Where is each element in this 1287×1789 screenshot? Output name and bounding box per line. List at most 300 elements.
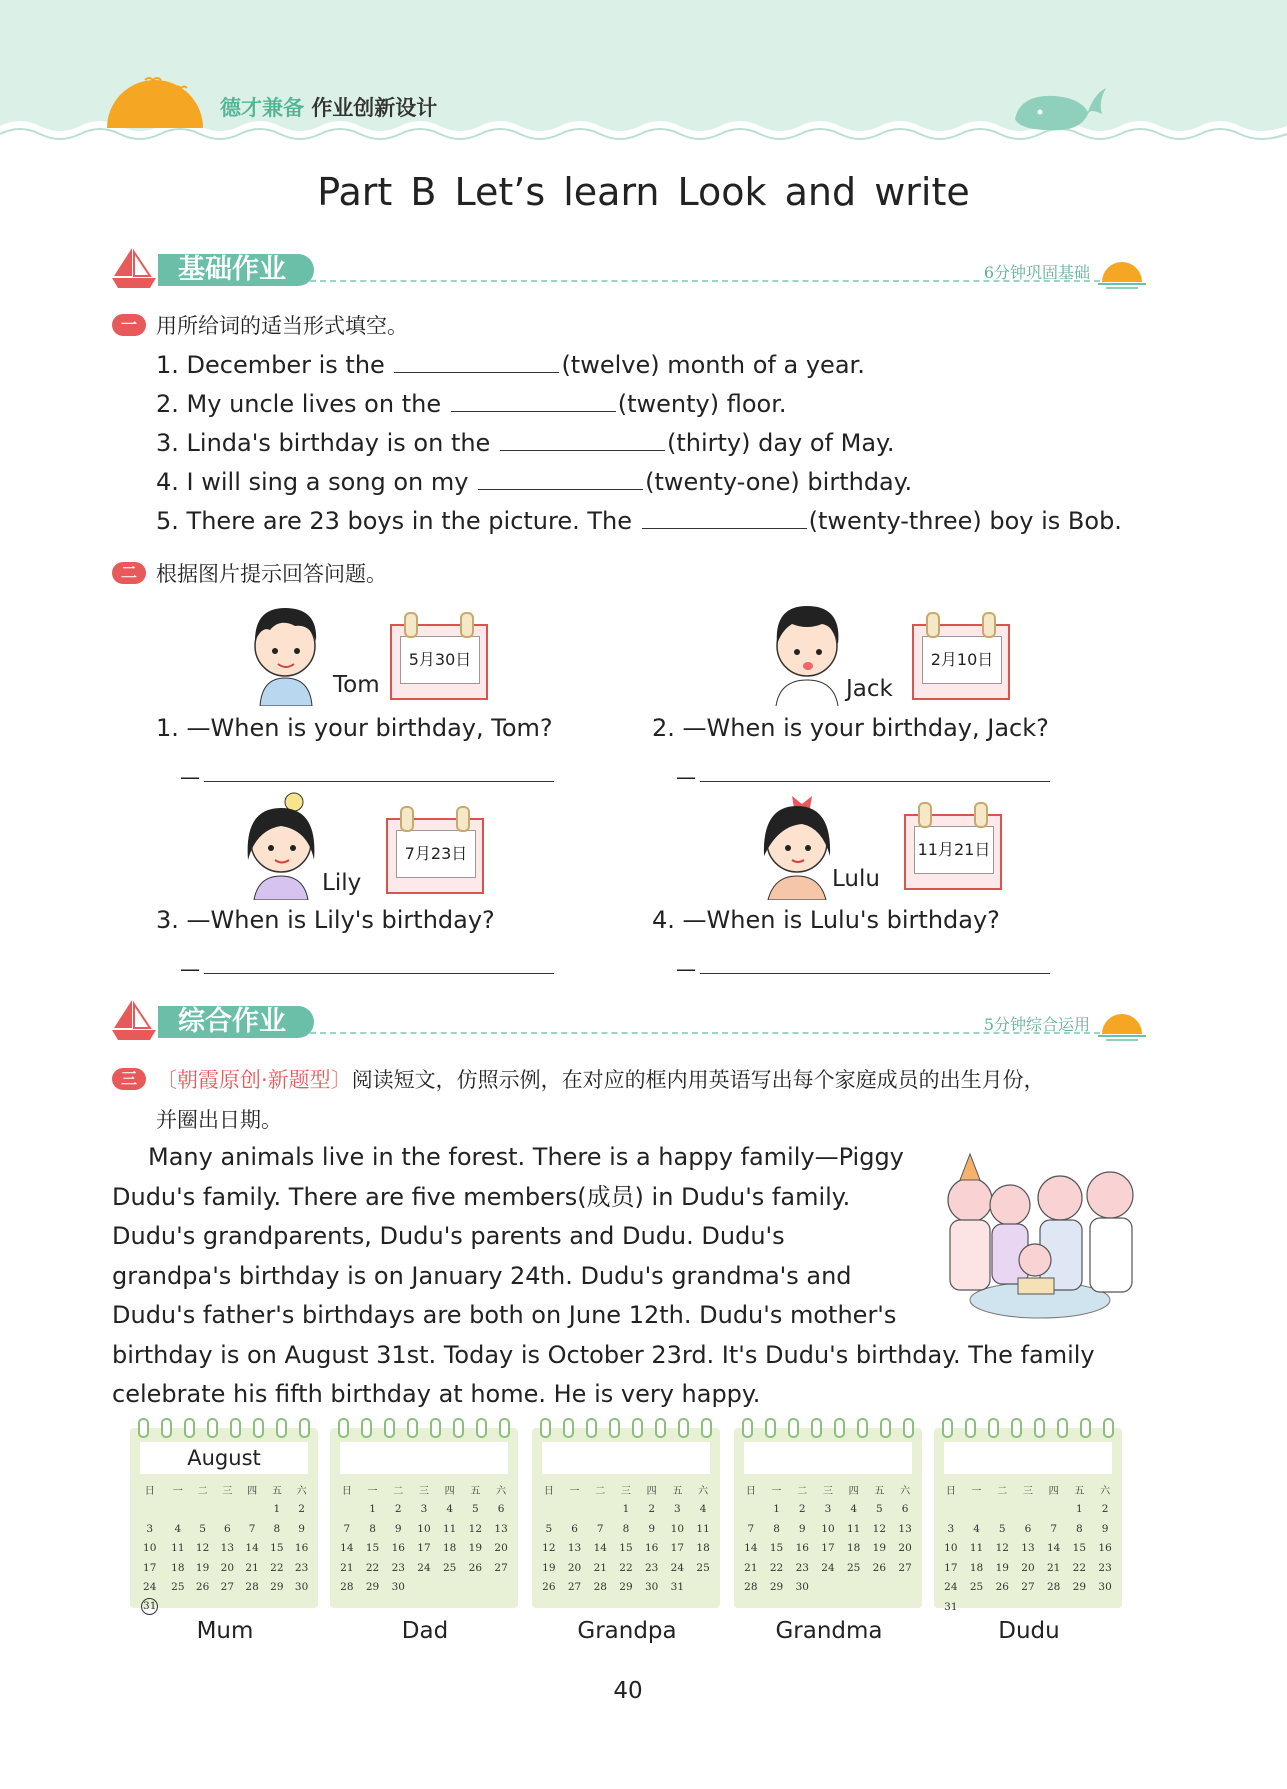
day-cell[interactable]: 24	[417, 1561, 431, 1574]
day-cell[interactable]: 3	[824, 1503, 832, 1516]
day-cell[interactable]: 3	[947, 1522, 955, 1535]
day-cell[interactable]: 2	[298, 1503, 305, 1516]
month-calendar[interactable]	[532, 1418, 722, 1610]
day-cell[interactable]: 6	[223, 1522, 231, 1535]
day-cell[interactable]: 26	[195, 1581, 210, 1594]
item-text: (twelve) month of a year.	[561, 351, 865, 379]
calendar-grid	[134, 1480, 314, 1617]
day-cell[interactable]: 7	[1050, 1522, 1057, 1535]
section-bar-comprehensive	[110, 998, 1150, 1042]
whale-icon	[1010, 74, 1110, 134]
answer-blank[interactable]	[500, 428, 665, 451]
day-cell[interactable]: 30	[644, 1581, 659, 1594]
answer-blank[interactable]	[394, 350, 559, 373]
day-cell[interactable]: 7	[343, 1522, 351, 1535]
day-cell[interactable]: 17	[417, 1542, 431, 1555]
day-cell[interactable]: 19	[542, 1561, 556, 1574]
ring	[361, 1418, 372, 1438]
day-cell[interactable]: 16	[795, 1542, 809, 1555]
day-cell[interactable]: 23	[294, 1561, 309, 1574]
day-cell[interactable]: 27	[220, 1581, 235, 1594]
page-number-text: 40	[613, 1678, 643, 1704]
day-cell[interactable]: 21	[245, 1561, 259, 1574]
fill-item-2	[156, 389, 787, 419]
day-cell[interactable]: 22	[365, 1561, 380, 1574]
answer-dash: —	[180, 765, 200, 789]
brand-green-text: 德才兼备	[220, 96, 304, 120]
day-cell[interactable]: 29	[1072, 1581, 1087, 1594]
page-title: Part B Let’s learn Look and write	[317, 170, 970, 214]
day-cell[interactable]: 14	[340, 1542, 354, 1555]
day-cell[interactable]: 15	[769, 1542, 784, 1555]
family-member-label: Grandpa	[577, 1618, 677, 1644]
passage-text: Many animals live in the forest. There is a happy family—Piggy Dudu's family. There are five members(成员) in Dudu's family. Dudu's grandparents, Dudu's parents and Dudu. Dudu's grandpa's birthday is on January 24th. Dudu's grandma's and Dudu's father's birthdays are both on June 12th. Dudu's mother's birthday is on August 31st. Today is October 23rd. It's Dudu's birthday. The family celebrate his fifth birthday at home. He is very happy.	[112, 1143, 1095, 1408]
weekday-header: 六	[900, 1486, 911, 1498]
day-cell[interactable]: 23	[391, 1561, 405, 1574]
day-cell[interactable]: 12	[542, 1542, 556, 1555]
question-number: 三	[112, 1068, 146, 1090]
question-lily: 3. —When is Lily's birthday?	[156, 906, 495, 934]
answer-dash: —	[676, 957, 696, 981]
ring	[207, 1418, 218, 1438]
day-cell[interactable]: 11	[171, 1542, 185, 1555]
day-cell[interactable]: 9	[394, 1522, 402, 1535]
ring	[563, 1418, 574, 1438]
day-cell[interactable]: 8	[773, 1522, 780, 1535]
day-cell[interactable]: 2	[394, 1503, 402, 1516]
fill-item-1	[156, 350, 865, 380]
day-cell[interactable]: 16	[391, 1542, 405, 1555]
family-member-label: Dudu	[998, 1618, 1060, 1644]
weekday-header: 四	[848, 1486, 859, 1498]
ring	[965, 1418, 976, 1438]
day-cell[interactable]: 16	[1098, 1542, 1112, 1555]
day-cell[interactable]: 25	[846, 1561, 861, 1574]
item-text: (twenty-one) birthday.	[645, 468, 913, 496]
day-cell[interactable]: 26	[872, 1561, 887, 1574]
day-cell[interactable]: 15	[270, 1542, 284, 1555]
month-title-field[interactable]	[744, 1442, 912, 1474]
calendar-ring	[456, 806, 470, 832]
day-cell[interactable]: 10	[417, 1522, 431, 1535]
ring	[184, 1418, 195, 1438]
day-cell[interactable]: 4	[446, 1503, 453, 1516]
day-cell[interactable]: 21	[1046, 1561, 1061, 1574]
ring	[540, 1418, 551, 1438]
day-cell[interactable]: 10	[143, 1542, 157, 1555]
weekday-header: 五	[672, 1486, 683, 1498]
kid-name-jack: Jack	[846, 676, 893, 702]
family-member-label: Mum	[196, 1618, 254, 1644]
day-cell[interactable]: 7	[747, 1522, 755, 1535]
kid-name-lulu: Lulu	[832, 866, 880, 892]
answer-blank[interactable]	[642, 506, 807, 529]
day-cell[interactable]: 15	[365, 1542, 380, 1555]
day-cell[interactable]: 21	[340, 1561, 354, 1574]
item-text: 1. December is the	[156, 351, 385, 379]
calendar-grid	[536, 1480, 716, 1597]
day-cell[interactable]: 30	[795, 1581, 809, 1594]
day-cell[interactable]: 13	[898, 1522, 912, 1535]
day-cell[interactable]: 10	[944, 1542, 958, 1555]
ring	[407, 1418, 418, 1438]
day-cell[interactable]: 19	[872, 1542, 887, 1555]
weekday-header: 四	[247, 1486, 258, 1498]
month-calendar[interactable]	[934, 1418, 1124, 1613]
day-cell[interactable]: 18	[969, 1561, 984, 1574]
day-cell[interactable]: 3	[146, 1522, 154, 1535]
day-cell[interactable]: 10	[670, 1522, 685, 1535]
day-cell[interactable]: 17	[944, 1561, 958, 1574]
day-cell[interactable]: 27	[567, 1581, 582, 1594]
day-cell[interactable]: 11	[969, 1542, 984, 1555]
day-cell[interactable]: 25	[442, 1561, 457, 1574]
weekday-header: 二	[197, 1486, 208, 1498]
section-divider	[310, 280, 1100, 282]
ring	[834, 1418, 845, 1438]
empty-cell	[938, 1500, 964, 1520]
day-cell[interactable]: 15	[1072, 1542, 1087, 1555]
day-cell[interactable]: 18	[171, 1561, 185, 1574]
sailboat-icon	[110, 246, 158, 290]
instruction-line-2: 并圈出日期。	[156, 1108, 282, 1132]
day-cell[interactable]: 26	[542, 1581, 556, 1594]
day-cell[interactable]: 4	[699, 1503, 707, 1516]
day-cell[interactable]: 26	[995, 1581, 1009, 1594]
question-instruction: 根据图片提示回答问题。	[156, 562, 387, 586]
day-cell[interactable]: 2	[1101, 1503, 1109, 1516]
calendar-date: 11月21日	[914, 826, 994, 874]
ring	[988, 1418, 999, 1438]
answer-dash: —	[180, 957, 200, 981]
empty-cell	[989, 1500, 1015, 1520]
day-cell[interactable]: 27	[898, 1561, 912, 1574]
weekday-header: 六	[296, 1486, 307, 1498]
day-cell[interactable]: 8	[369, 1522, 376, 1535]
ring	[384, 1418, 395, 1438]
day-cell[interactable]: 19	[195, 1561, 210, 1574]
weekday-header: 三	[222, 1486, 233, 1498]
day-cell[interactable]: 3	[420, 1503, 428, 1516]
small-sun-icon	[1094, 1008, 1150, 1042]
day-cell[interactable]: 12	[872, 1522, 887, 1535]
day-cell[interactable]: 9	[1101, 1522, 1109, 1535]
ring	[609, 1418, 620, 1438]
ring	[701, 1418, 712, 1438]
day-cell[interactable]: 20	[898, 1542, 912, 1555]
day-cell[interactable]: 5	[472, 1503, 479, 1516]
ring	[230, 1418, 241, 1438]
fill-item-3	[156, 428, 894, 458]
day-cell[interactable]: 23	[795, 1561, 809, 1574]
weekday-header: 日	[745, 1486, 756, 1498]
day-cell[interactable]: 24	[821, 1561, 835, 1574]
item-text: 5. There are 23 boys in the picture. The	[156, 507, 633, 535]
day-cell[interactable]: 25	[171, 1581, 185, 1594]
day-cell[interactable]: 5	[998, 1522, 1006, 1535]
day-cell[interactable]: 6	[571, 1522, 578, 1535]
date-calendar-tom	[390, 610, 486, 698]
day-cell[interactable]: 18	[846, 1542, 861, 1555]
calendar-date: 7月23日	[396, 830, 476, 878]
answer-blank[interactable]	[451, 389, 616, 412]
day-cell[interactable]: 20	[567, 1561, 582, 1574]
day-cell[interactable]: 12	[195, 1542, 210, 1555]
day-cell[interactable]: 23	[1098, 1561, 1112, 1574]
month-title-field[interactable]	[542, 1442, 710, 1474]
day-cell[interactable]: 11	[696, 1522, 710, 1535]
calendar-ring	[974, 802, 988, 828]
day-cell[interactable]: 13	[1021, 1542, 1035, 1555]
empty-cell	[738, 1500, 764, 1520]
empty-cell	[190, 1500, 215, 1520]
day-cell[interactable]: 13	[220, 1542, 235, 1555]
day-cell[interactable]: 30	[294, 1581, 309, 1594]
day-cell[interactable]: 12	[468, 1522, 483, 1535]
sailboat-icon	[110, 998, 158, 1042]
day-cell[interactable]: 7	[596, 1522, 604, 1535]
ring	[903, 1418, 914, 1438]
day-cell[interactable]: 6	[901, 1503, 909, 1516]
empty-cell	[240, 1500, 265, 1520]
day-cell[interactable]: 30	[391, 1581, 405, 1594]
day-cell[interactable]: 2	[798, 1503, 806, 1516]
day-cell[interactable]: 14	[1046, 1542, 1061, 1555]
answer-rule	[700, 973, 1050, 974]
item-text: 3. Linda's birthday is on the	[156, 429, 491, 457]
day-cell[interactable]: 3	[674, 1503, 681, 1516]
day-cell[interactable]: 27	[494, 1561, 508, 1574]
ring	[338, 1418, 349, 1438]
day-cell[interactable]: 20	[1021, 1561, 1035, 1574]
day-cell[interactable]: 1	[622, 1503, 630, 1516]
day-cell[interactable]: 19	[468, 1542, 483, 1555]
ring	[161, 1418, 172, 1438]
day-cell[interactable]: 4	[850, 1503, 857, 1516]
day-cell[interactable]: 22	[769, 1561, 784, 1574]
item-text: 4. I will sing a song on my	[156, 468, 469, 496]
fill-item-4	[156, 467, 912, 497]
day-cell[interactable]: 5	[545, 1522, 553, 1535]
day-cell[interactable]: 24	[670, 1561, 685, 1574]
ring	[678, 1418, 689, 1438]
day-cell[interactable]: 22	[619, 1561, 633, 1574]
question-number: 一	[112, 314, 146, 336]
day-cell[interactable]: 28	[245, 1581, 259, 1594]
kid-name-lily: Lily	[322, 870, 362, 896]
calendar-ring	[926, 612, 940, 638]
ring	[276, 1418, 287, 1438]
month-calendar[interactable]	[330, 1418, 520, 1610]
ring	[253, 1418, 264, 1438]
day-cell[interactable]: 14	[744, 1542, 758, 1555]
answer-blank[interactable]	[478, 467, 643, 490]
day-cell[interactable]: 22	[1072, 1561, 1087, 1574]
day-cell[interactable]: 24	[944, 1581, 958, 1594]
calendar-grid	[334, 1480, 514, 1597]
weekday-header: 四	[646, 1486, 657, 1498]
day-cell[interactable]: 10	[821, 1522, 835, 1535]
date-calendar-lulu	[904, 800, 1000, 888]
weekday-header: 三	[620, 1486, 631, 1498]
month-title-field[interactable]: August	[140, 1442, 308, 1474]
day-cell[interactable]: 25	[696, 1561, 710, 1574]
question-lulu: 4. —When is Lulu's birthday?	[652, 906, 1000, 934]
day-cell[interactable]: 8	[273, 1522, 281, 1535]
day-cell[interactable]: 19	[995, 1561, 1009, 1574]
weekday-header: 一	[971, 1486, 982, 1498]
calendar-ring	[982, 612, 996, 638]
question-jack: 2. —When is your birthday, Jack?	[652, 714, 1049, 742]
day-cell[interactable]: 29	[270, 1581, 284, 1594]
calendar-ring	[460, 612, 474, 638]
section-label-comprehensive: 综合作业	[158, 1006, 314, 1038]
day-cell[interactable]: 16	[294, 1542, 309, 1555]
question-instruction	[156, 1064, 1045, 1094]
day-cell[interactable]: 2	[648, 1503, 655, 1516]
day-cell[interactable]: 9	[298, 1522, 305, 1535]
day-cell[interactable]: 14	[245, 1542, 259, 1555]
ring	[742, 1418, 753, 1438]
day-cell[interactable]: 22	[270, 1561, 284, 1574]
weekday-header: 三	[418, 1486, 429, 1498]
day-cell[interactable]: 27	[1021, 1581, 1035, 1594]
day-cell[interactable]: 29	[365, 1581, 380, 1594]
day-cell[interactable]: 29	[769, 1581, 784, 1594]
calendar-rings	[540, 1418, 712, 1436]
day-cell[interactable]: 18	[696, 1542, 710, 1555]
day-cell[interactable]: 14	[593, 1542, 607, 1555]
empty-cell	[587, 1500, 613, 1520]
day-cell[interactable]: 25	[969, 1581, 984, 1594]
weekday-header: 五	[1074, 1486, 1085, 1498]
section-note-comprehensive: 5分钟综合运用	[983, 1015, 1090, 1034]
weekday-header: 三	[1022, 1486, 1033, 1498]
boy-tom-illustration	[240, 596, 330, 706]
day-cell[interactable]: 6	[1024, 1522, 1032, 1535]
item-text: 2. My uncle lives on the	[156, 390, 442, 418]
weekday-header: 一	[569, 1486, 580, 1498]
day-cell[interactable]: 20	[220, 1561, 235, 1574]
weekday-header: 一	[172, 1486, 183, 1498]
calendar-rings	[138, 1418, 310, 1436]
ring	[1034, 1418, 1045, 1438]
ring	[655, 1418, 666, 1438]
day-cell[interactable]: 1	[369, 1503, 376, 1516]
day-cell[interactable]: 23	[644, 1561, 659, 1574]
calendar-rings	[742, 1418, 914, 1436]
day-cell[interactable]: 18	[442, 1542, 457, 1555]
month-calendar[interactable]	[130, 1418, 320, 1613]
weekday-header: 五	[271, 1486, 282, 1498]
day-cell[interactable]: 5	[199, 1522, 206, 1535]
day-cell[interactable]: 28	[340, 1581, 354, 1594]
answer-rule	[204, 781, 554, 782]
answer-dash: —	[676, 765, 696, 789]
answer-rule	[204, 973, 554, 974]
day-cell[interactable]: 1	[273, 1503, 281, 1516]
weekday-header: 六	[698, 1486, 709, 1498]
day-cell[interactable]: 6	[497, 1503, 505, 1516]
day-cell[interactable]: 8	[1076, 1522, 1083, 1535]
section-bar-basic	[110, 246, 1150, 290]
ring	[857, 1418, 868, 1438]
day-cell-circled[interactable]: 31	[134, 1597, 165, 1617]
day-cell[interactable]: 21	[593, 1561, 607, 1574]
day-cell[interactable]: 1	[773, 1503, 780, 1516]
day-cell[interactable]: 16	[644, 1542, 659, 1555]
day-cell[interactable]: 29	[619, 1581, 633, 1594]
month-title-field[interactable]	[340, 1442, 508, 1474]
calendar-rings	[942, 1418, 1114, 1436]
ring	[811, 1418, 822, 1438]
day-cell[interactable]: 13	[494, 1522, 508, 1535]
section-note-basic: 6分钟巩固基础	[983, 263, 1090, 282]
ring	[942, 1418, 953, 1438]
question-instruction: 用所给词的适当形式填空。	[156, 314, 408, 338]
day-cell[interactable]: 1	[1076, 1503, 1083, 1516]
day-cell[interactable]: 24	[143, 1581, 157, 1594]
day-cell[interactable]: 31	[670, 1581, 685, 1594]
weekday-header: 一	[771, 1486, 782, 1498]
day-cell[interactable]: 5	[876, 1503, 883, 1516]
weekday-header: 二	[393, 1486, 404, 1498]
weekday-header: 五	[874, 1486, 885, 1498]
day-cell[interactable]: 30	[1098, 1581, 1112, 1594]
month-title-field[interactable]	[944, 1442, 1112, 1474]
small-sun-icon	[1094, 256, 1150, 290]
day-cell[interactable]: 8	[622, 1522, 630, 1535]
day-cell[interactable]: 12	[995, 1542, 1009, 1555]
day-cell[interactable]: 20	[494, 1542, 508, 1555]
day-cell[interactable]: 28	[744, 1581, 758, 1594]
girl-lily-illustration	[236, 790, 326, 900]
question-number: 二	[112, 562, 146, 584]
weekday-header: 四	[1048, 1486, 1059, 1498]
day-cell[interactable]: 17	[821, 1542, 835, 1555]
ring	[788, 1418, 799, 1438]
day-cell[interactable]: 9	[648, 1522, 655, 1535]
kid-name-tom: Tom	[333, 672, 380, 698]
weekday-header: 日	[945, 1486, 956, 1498]
item-text: (twenty-three) boy is Bob.	[808, 507, 1122, 535]
day-cell[interactable]: 7	[248, 1522, 256, 1535]
day-cell[interactable]: 26	[468, 1561, 483, 1574]
day-cell[interactable]: 31	[944, 1600, 958, 1613]
calendar-rings	[338, 1418, 510, 1436]
family-member-label: Dad	[401, 1618, 449, 1644]
ring	[1057, 1418, 1068, 1438]
day-cell[interactable]: 4	[973, 1522, 980, 1535]
day-cell[interactable]: 4	[174, 1522, 182, 1535]
day-cell[interactable]: 17	[670, 1542, 685, 1555]
sunset-icon	[105, 70, 205, 128]
day-cell[interactable]: 28	[593, 1581, 607, 1594]
month-calendar[interactable]	[734, 1418, 924, 1610]
day-cell[interactable]: 15	[619, 1542, 633, 1555]
day-cell[interactable]: 28	[1046, 1581, 1061, 1594]
day-cell[interactable]: 17	[143, 1561, 157, 1574]
empty-cell	[964, 1500, 990, 1520]
weekday-header: 四	[444, 1486, 455, 1498]
day-cell[interactable]: 21	[744, 1561, 758, 1574]
day-cell[interactable]: 9	[798, 1522, 806, 1535]
ring	[138, 1418, 149, 1438]
day-cell[interactable]: 11	[442, 1522, 457, 1535]
weekday-header: 六	[1100, 1486, 1111, 1498]
day-cell[interactable]: 13	[567, 1542, 582, 1555]
day-cell[interactable]: 11	[846, 1522, 861, 1535]
